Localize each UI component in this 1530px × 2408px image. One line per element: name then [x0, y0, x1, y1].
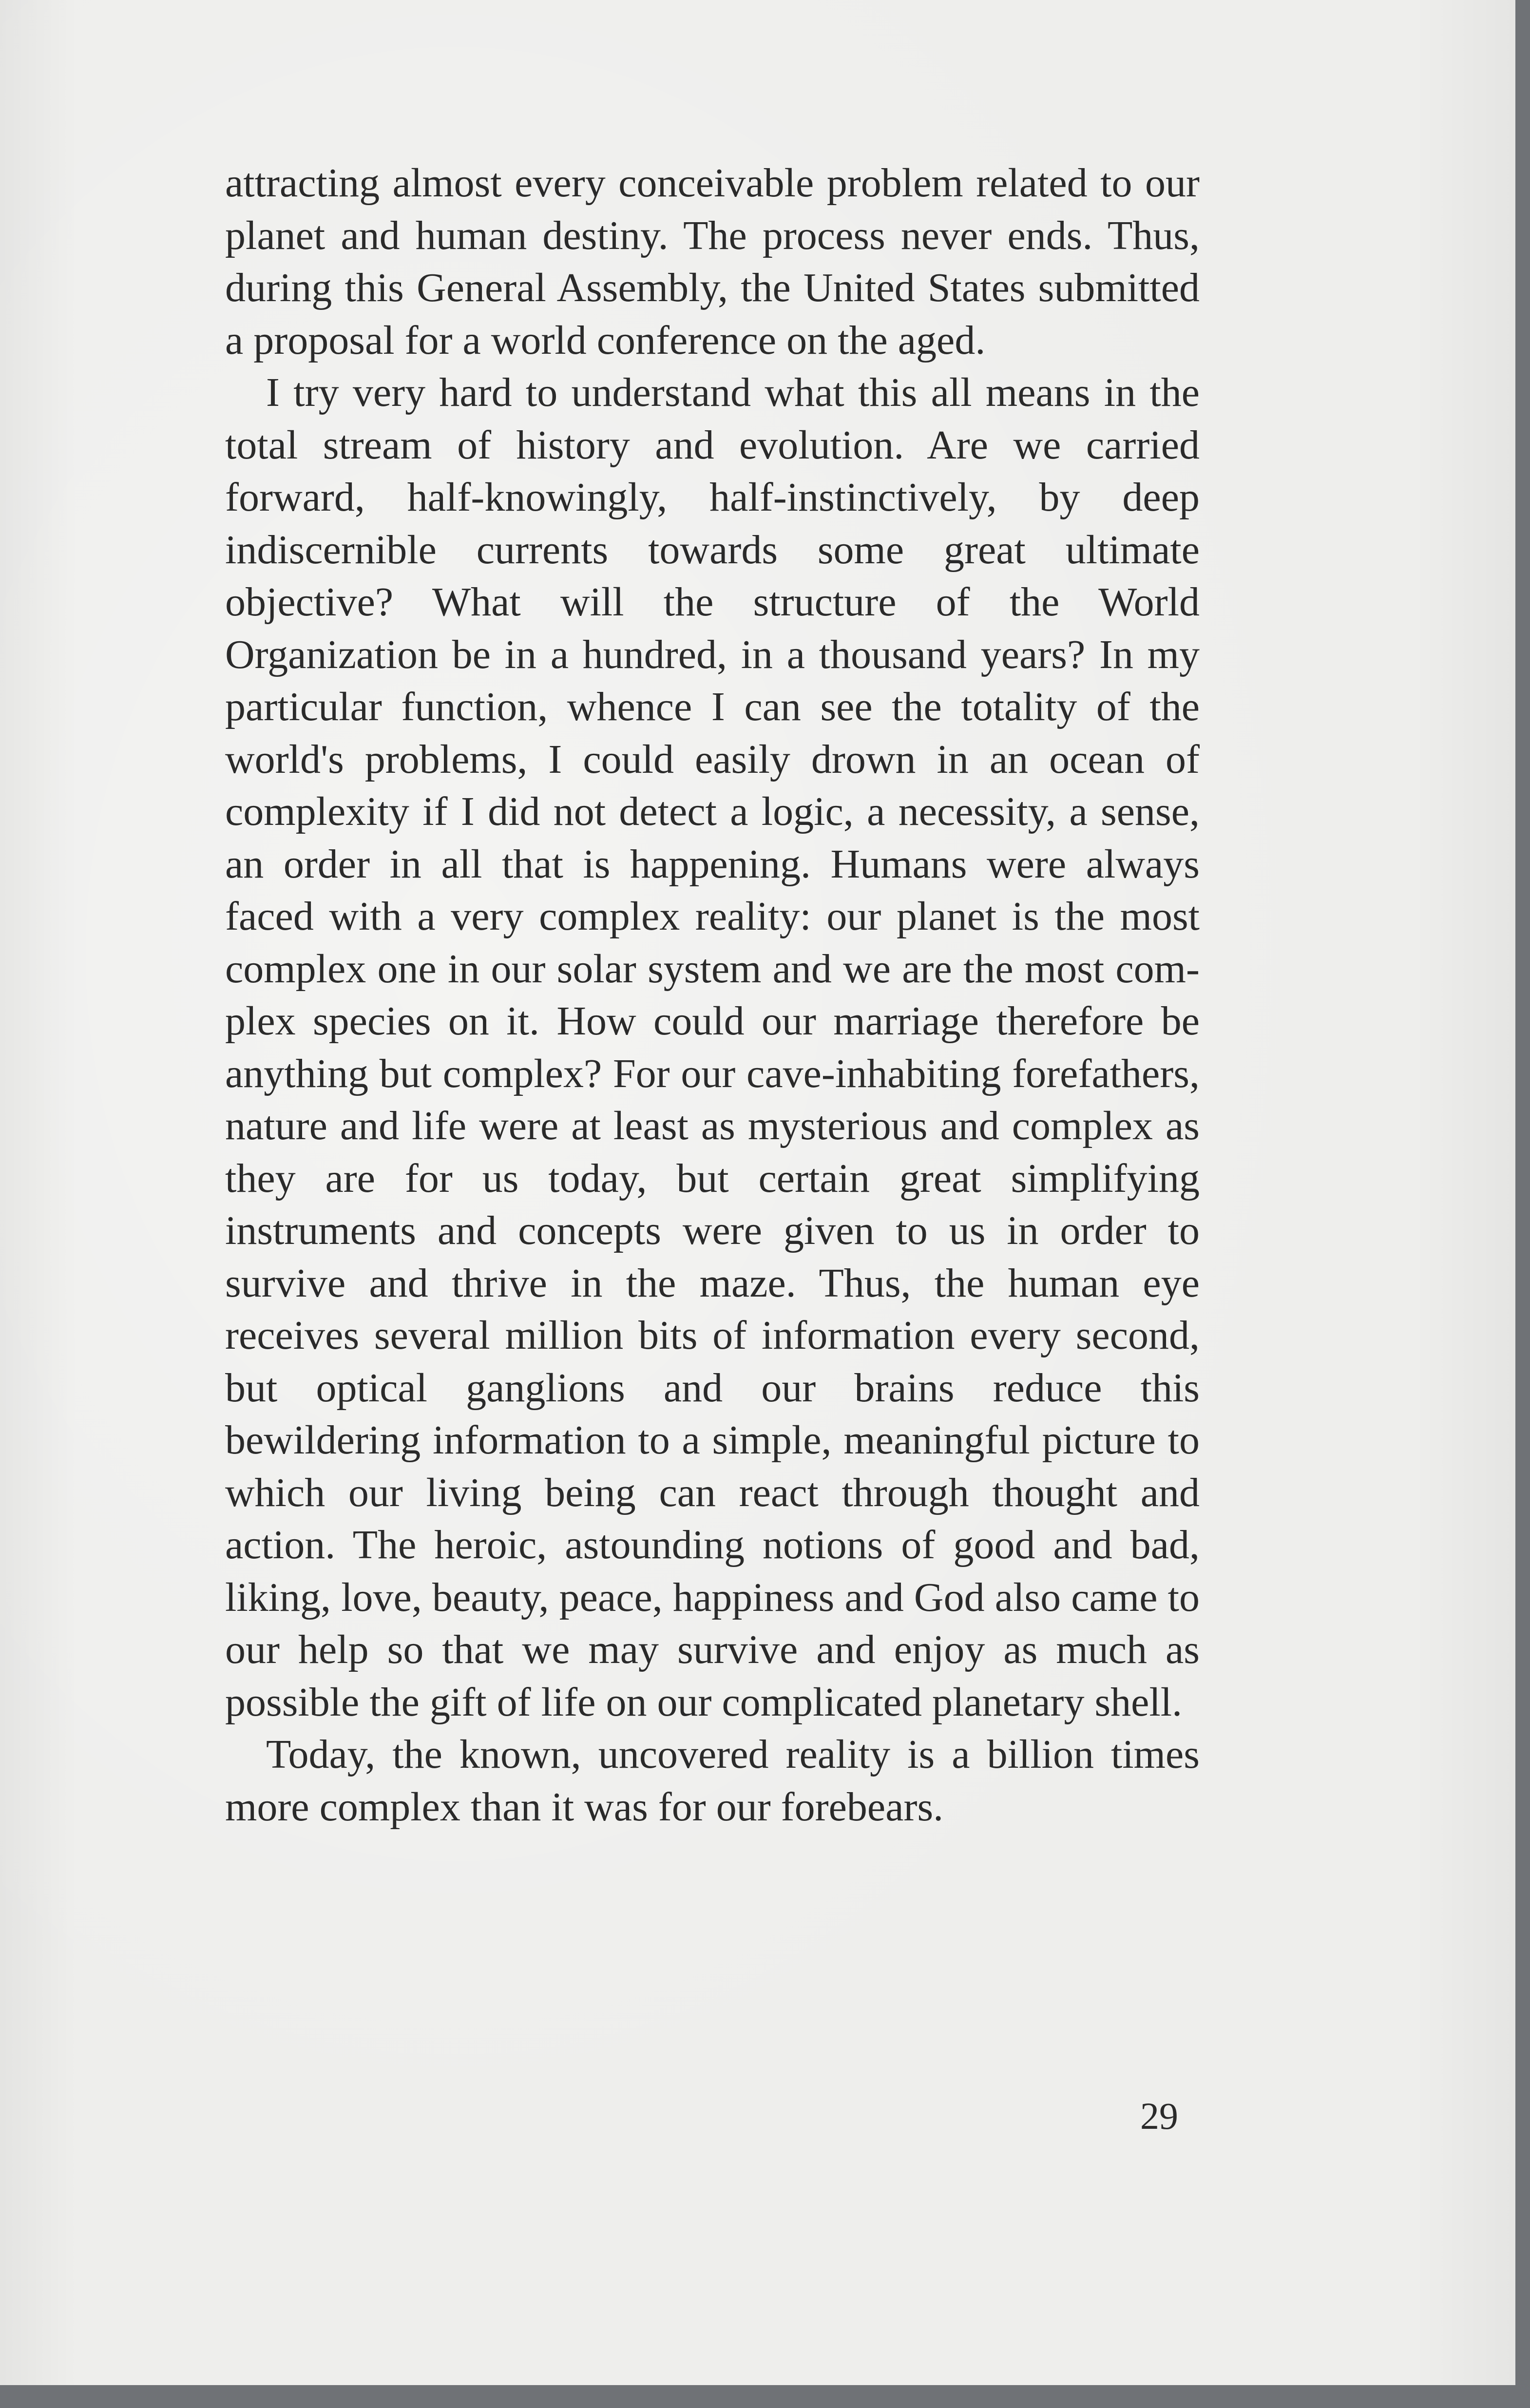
paragraph-1: attracting almost every conceivable problem related to our planet and human destiny. The process never ends. Thus, during this General Assembly, the United States submitted a proposal for a world conference on the aged. [225, 160, 1200, 363]
paragraph-3: Today, the known, uncovered reality is a billion times more complex than it was for our forebears. [225, 1732, 1200, 1830]
page-number: 29 [1140, 2095, 1178, 2137]
paragraph-2: I try very hard to understand what this all means in the total stream of history and evolution. Are we carried forward, half-knowingly, half-instinctively, by deep indiscernible currents towards some great ultimate objective? What will the structure of the World Organization be in a hundred, in a thousand years? In my particular function, whence I can see the totality of the world's problems, I could easily drown in an ocean of complexity if I did not detect a logic, a necessity, a sense, an order in all that is happening. Humans were always faced with a very complex reality: our planet is the most complex one in our solar system and we are the most complex species on it. How could our marriage therefore be anything but complex? For our cave-inhabiting forefathers, nature and life were at least as mysterious and complex as they are for us today, but certain great simplifying instruments and concepts were given to us in order to survive and thrive in the maze. Thus, the human eye receives several million bits of information every second, but optical ganglions and our brains reduce this bewildering information to a simple, meaningful picture to which our living being can react through thought and action. The heroic, astounding notions of good and bad, liking, love, beauty, peace, happiness and God also came to our help so that we may survive and enjoy as much as possible the gift of life on our complicated planetary shell. [225, 370, 1200, 1725]
body-text [225, 157, 1200, 1833]
